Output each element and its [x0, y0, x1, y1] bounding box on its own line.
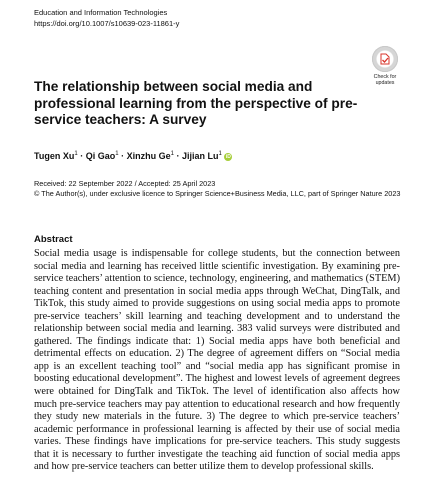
author-name[interactable]: Tugen Xu — [34, 151, 75, 161]
author-separator: · — [121, 151, 125, 161]
author-list — [34, 148, 232, 162]
author-name[interactable]: Qi Gao — [85, 151, 116, 161]
article-title: The relationship between social media and professional learning from the perspective of pre-service teachers: A survey — [34, 79, 358, 127]
author-affiliation: 1 — [170, 151, 174, 157]
author-affiliation: 1 — [74, 151, 78, 157]
author-separator: · — [176, 151, 180, 161]
doi-link[interactable]: https://doi.org/10.1007/s10639-023-11861-y — [34, 19, 180, 28]
author-affiliation: 1 — [218, 151, 222, 157]
orcid-icon[interactable]: iD — [225, 154, 231, 160]
abstract-heading: Abstract — [34, 234, 73, 245]
author-name[interactable]: Xinzhu Ge — [126, 151, 171, 161]
abstract-text: Social media usage is indispensable for college students, but the connection between social media and learning has received little scientific investigation. By examining pre-service teachers’ attention to science, technology, engineering, and mathematics (STEM) teaching content and presentation in social media apps through WeChat, DingTalk, and TikTok, this study aimed to provide suggestions on using social media apps to promote pre-service teachers’ skill learning and teaching development and to understand the relationship between social media and learning. 383 valid surveys were distributed and gathered. The findings indicate that: 1) Social media apps have both beneficial and detrimental effects on education. 2) The degree of agreement differs on “Social media app is an excellent teaching tool” and “social media app has significant promise in boosting educational development”. The highest and lowest levels of agreement degrees were obtained for DingTalk and TikTok. The level of identification also affects how much pre-service teachers may pay attention to educational research and how frequently they study new materials in the future. 3) The degree to which pre-service teachers’ academic performance in professional learning is affected by their use of social media varies. These findings have implications for pre-service teachers. This study suggests that it is necessary to further investigate the teaching aid function of social media apps and how pre-service teachers can better utilize them to develop professional skills. — [34, 248, 400, 473]
check-for-updates-icon — [372, 46, 398, 72]
journal-name: Education and Information Technologies — [34, 8, 168, 17]
check-for-updates-label: Check for updates — [373, 74, 397, 86]
check-for-updates-badge[interactable] — [369, 46, 401, 90]
author-separator: · — [80, 151, 84, 161]
copyright-notice: © The Author(s), under exclusive licence to Springer Science+Business Media, LLC, part of Springer Nature 2023 — [34, 189, 401, 198]
article-dates: Received: 22 September 2022 / Accepted: 25 April 2023 — [34, 179, 216, 188]
author-affiliation: 1 — [115, 151, 119, 157]
author-name[interactable]: Jijian Lu — [182, 151, 219, 161]
